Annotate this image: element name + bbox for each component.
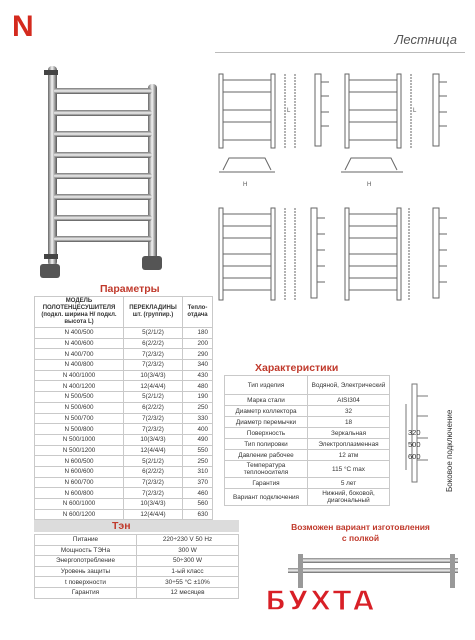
specs-row (225, 406, 390, 417)
specs-value-cell: 12 атм (308, 450, 390, 461)
specs-row (225, 428, 390, 439)
shelf-photo (268, 548, 463, 588)
specs-label-cell: Диаметр коллектора (225, 406, 308, 417)
specs-value-cell: 32 (308, 406, 390, 417)
params-model-cell: N 500/800 (35, 424, 124, 435)
params-row (35, 466, 213, 477)
params-heat-cell: 460 (183, 488, 213, 499)
series-letter: N (12, 10, 34, 43)
params-row (35, 424, 213, 435)
params-row (35, 370, 213, 381)
specs-row (225, 450, 390, 461)
specs-label-cell: Давление рабочее (225, 450, 308, 461)
params-model-cell: N 500/500 (35, 392, 124, 403)
ten-value-cell: 1-ый класс (137, 566, 239, 577)
params-model-cell: N 600/1000 (35, 499, 124, 510)
ten-title-bar (34, 520, 239, 532)
specs-row (225, 461, 390, 478)
params-model-cell: N 400/600 (35, 338, 124, 349)
params-heat-cell: 310 (183, 466, 213, 477)
header-divider (215, 52, 465, 53)
params-row (35, 402, 213, 413)
specs-table (224, 375, 390, 506)
params-row (35, 381, 213, 392)
side-connection-label: Боковое подключение (445, 409, 454, 492)
params-bars-cell: 5(2/1/2) (124, 392, 183, 403)
params-row (35, 392, 213, 403)
specs-row (225, 417, 390, 428)
dim-h-label-2: H (367, 182, 372, 188)
specs-value-cell: 115 °C max (308, 461, 390, 478)
buhta-logo: БУХТА (265, 584, 376, 617)
specs-row (225, 489, 390, 506)
params-model-cell: N 600/500 (35, 456, 124, 467)
params-bars-cell: 7(2/3/2) (124, 488, 183, 499)
ten-label-cell: Питание (35, 535, 137, 546)
params-row (35, 456, 213, 467)
ten-row (35, 556, 239, 567)
params-model-cell: N 400/700 (35, 349, 124, 360)
technical-drawings (205, 62, 470, 302)
params-row (35, 328, 213, 339)
params-bars-cell: 7(2/3/2) (124, 360, 183, 371)
params-bars-cell: 10(3/4/3) (124, 370, 183, 381)
params-model-cell: N 500/1200 (35, 445, 124, 456)
specs-value-cell: 5 лет (308, 478, 390, 489)
dim-l-label-2: L (413, 108, 417, 114)
specs-row (225, 439, 390, 450)
params-heat-cell: 630 (183, 509, 213, 520)
params-row (35, 360, 213, 371)
ten-label-cell: Гарантия (35, 587, 137, 598)
params-model-cell: N 500/1000 (35, 434, 124, 445)
ten-table (34, 534, 239, 599)
specs-label-cell: Диаметр перемычки (225, 417, 308, 428)
side-size-500: 500 (408, 440, 421, 449)
params-model-cell: N 500/600 (35, 402, 124, 413)
params-model-cell: N 400/800 (35, 360, 124, 371)
params-row (35, 488, 213, 499)
params-heat-cell: 200 (183, 338, 213, 349)
params-heat-cell: 250 (183, 456, 213, 467)
specs-row (225, 478, 390, 489)
params-heat-cell: 370 (183, 477, 213, 488)
params-header-heat: Тепло-отдача (183, 297, 213, 328)
specs-row (225, 395, 390, 406)
params-row (35, 509, 213, 520)
ten-row (35, 577, 239, 588)
params-row (35, 434, 213, 445)
params-bars-cell: 5(2/1/2) (124, 456, 183, 467)
towel-rail-photo (30, 58, 180, 280)
ten-row (35, 535, 239, 546)
specs-label-cell: Тип полировки (225, 439, 308, 450)
specs-label-cell: Марка стали (225, 395, 308, 406)
specs-label-cell: Тип изделия (225, 376, 308, 395)
ten-label-cell: t поверхности (35, 577, 137, 588)
params-row (35, 499, 213, 510)
ten-label-cell: Энергопотребление (35, 556, 137, 567)
specs-row (225, 376, 390, 395)
params-bars-cell: 7(2/3/2) (124, 349, 183, 360)
ten-value-cell: 220÷230 V 50 Hz (137, 535, 239, 546)
params-heat-cell: 290 (183, 349, 213, 360)
specs-value-cell: Водяной, Электрический (308, 376, 390, 395)
specs-label-cell: Вариант подключения (225, 489, 308, 506)
specs-value-cell: Зеркальная (308, 428, 390, 439)
specs-title: Характеристики (255, 362, 339, 374)
params-heat-cell: 180 (183, 328, 213, 339)
params-bars-cell: 7(2/3/2) (124, 477, 183, 488)
params-row (35, 413, 213, 424)
params-bars-cell: 6(2/2/2) (124, 402, 183, 413)
params-model-cell: N 400/1000 (35, 370, 124, 381)
params-bars-cell: 6(2/2/2) (124, 338, 183, 349)
params-bars-cell: 10(3/4/3) (124, 499, 183, 510)
params-model-cell: N 400/1200 (35, 381, 124, 392)
ten-value-cell: 50÷300 W (137, 556, 239, 567)
params-bars-cell: 7(2/3/2) (124, 424, 183, 435)
params-row (35, 445, 213, 456)
params-table (34, 296, 213, 520)
ten-title: Тэн (112, 520, 131, 532)
params-model-cell: N 600/600 (35, 466, 124, 477)
params-heat-cell: 340 (183, 360, 213, 371)
params-title: Параметры (100, 283, 160, 295)
specs-value-cell: AISI304 (308, 395, 390, 406)
params-bars-cell: 5(2/1/2) (124, 328, 183, 339)
params-model-cell: N 400/500 (35, 328, 124, 339)
params-bars-cell: 12(4/4/4) (124, 445, 183, 456)
specs-value-cell: Электроплазменная (308, 439, 390, 450)
side-size-320: 320 (408, 428, 421, 437)
shelf-promo-line2: с полкой (341, 533, 380, 543)
params-row (35, 338, 213, 349)
params-bars-cell: 10(3/4/3) (124, 434, 183, 445)
params-model-cell: N 500/700 (35, 413, 124, 424)
params-heat-cell: 550 (183, 445, 213, 456)
params-bars-cell: 6(2/2/2) (124, 466, 183, 477)
params-bars-cell: 12(4/4/4) (124, 509, 183, 520)
params-heat-cell: 400 (183, 424, 213, 435)
shelf-promo (258, 522, 463, 544)
params-header-bars: ПЕРЕКЛАДИНЫ шт. (группир.) (124, 297, 183, 328)
params-heat-cell: 330 (183, 413, 213, 424)
specs-value-cell: Нижний, боковой, диагональный (308, 489, 390, 506)
params-header-model: МОДЕЛЬ ПОЛОТЕНЦЕСУШИТЕЛЯ (подкл. ширина Н/ подкл. высота L) (35, 297, 124, 328)
params-heat-cell: 190 (183, 392, 213, 403)
specs-label-cell: Гарантия (225, 478, 308, 489)
ten-row (35, 566, 239, 577)
ten-row (35, 587, 239, 598)
params-model-cell: N 600/700 (35, 477, 124, 488)
dim-l-label-1: L (287, 108, 291, 114)
specs-value-cell: 18 (308, 417, 390, 428)
params-heat-cell: 490 (183, 434, 213, 445)
ten-label-cell: Уровень защиты (35, 566, 137, 577)
params-heat-cell: 480 (183, 381, 213, 392)
params-bars-cell: 7(2/3/2) (124, 413, 183, 424)
params-row (35, 349, 213, 360)
ten-label-cell: Мощность ТЭНа (35, 545, 137, 556)
ten-row (35, 545, 239, 556)
specs-label-cell: Температура теплоносителя (225, 461, 308, 478)
params-heat-cell: 250 (183, 402, 213, 413)
ten-value-cell: 12 месяцев (137, 587, 239, 598)
ten-value-cell: 300 W (137, 545, 239, 556)
series-name: Лестница (394, 32, 457, 47)
params-bars-cell: 12(4/4/4) (124, 381, 183, 392)
params-heat-cell: 430 (183, 370, 213, 381)
params-heat-cell: 560 (183, 499, 213, 510)
shelf-promo-line1: Возможен вариант изготовления (291, 522, 430, 532)
specs-label-cell: Поверхность (225, 428, 308, 439)
side-size-600: 600 (408, 452, 421, 461)
params-row (35, 477, 213, 488)
ten-value-cell: 30÷55 °C ±10% (137, 577, 239, 588)
dim-h-label-1: H (243, 182, 248, 188)
params-model-cell: N 600/800 (35, 488, 124, 499)
params-model-cell: N 600/1200 (35, 509, 124, 520)
